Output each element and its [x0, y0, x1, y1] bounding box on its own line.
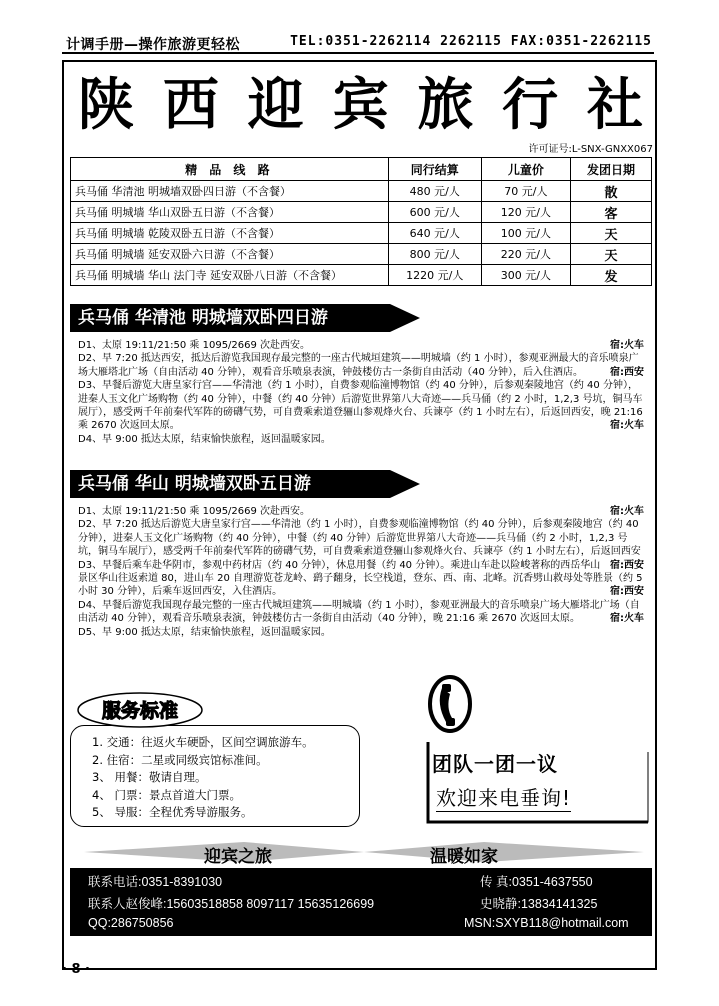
contact-qq: QQ:286750856	[88, 916, 174, 930]
slogan-left: 迎宾之旅	[204, 847, 272, 867]
table-row	[71, 223, 652, 244]
price-cell: 480 元/人	[388, 181, 481, 202]
child-price-cell: 120 元/人	[481, 202, 570, 223]
contact-block	[70, 868, 652, 936]
route-cell: 兵马俑 明城墙 乾陵双卧五日游（不含餐）	[71, 223, 389, 244]
tour2-title: 兵马俑 华山 明城墙双卧五日游	[70, 470, 360, 498]
promo-welcome: 欢迎来电垂询!	[436, 782, 571, 812]
service-item: 1. 交通：往返火车硬卧，区间空调旅游车。	[92, 735, 314, 749]
service-item: 5、 导服：全程优秀导游服务。	[92, 805, 253, 820]
child-price-cell: 300 元/人	[481, 265, 570, 286]
stay-label: 宿:西安	[610, 559, 644, 571]
itinerary-day	[78, 433, 644, 446]
stay-label: 宿:火车	[610, 340, 644, 351]
price-table-header	[71, 158, 652, 181]
day-text: D4、早餐后游览我国现存最完整的一座古代城垣建筑——明城墙（约 1 小时），参观亚洲最大的音乐喷泉广场大雁塔北广场（自由活动 40 分钟），观看音乐喷泉表演，钟鼓楼仿古一条街自由活动（40 分钟），晚 21:16 乘 2670 次返回太原。	[78, 599, 640, 625]
route-cell: 兵马俑 明城墙 华山双卧五日游（不含餐）	[71, 202, 389, 223]
permit-number: 许可证号:L-SNX-GNXX067	[528, 144, 653, 155]
service-list	[92, 734, 314, 822]
header-tagline: 计调手册—操作旅游更轻松	[66, 37, 240, 53]
service-item: 2. 住宿：二星或同级宾馆标准间。	[92, 752, 268, 767]
page-number: · 8 ·	[62, 962, 90, 977]
service-title: 服务标准	[101, 700, 179, 722]
stay-label: 宿:火车	[610, 420, 644, 432]
header-price: 同行结算	[388, 158, 481, 181]
tour1-banner	[70, 301, 420, 335]
day-text: D3、早餐后游览大唐皇家行宫——华清池（约 1 小时），自费参观临潼博物馆（约 40 分钟），后参观秦陵地宫（约 40 分钟），进秦人玉文化广场购物（约 40 分钟），中餐（约 40 分钟）后游览世界第八大奇迹——兵马俑（约 2 小时，1,2,3 号坑，铜马车展厅），感受两千年前秦代军阵的磅礴气势，可自费乘索道登骊山参观烽火台、兵谏亭（约 1 小时左右），后返回西安，晚 21:16 乘 2670 次返回太原。	[78, 380, 643, 432]
header-child: 儿童价	[481, 158, 570, 181]
itinerary-day	[78, 626, 644, 639]
itinerary-day	[78, 339, 644, 352]
itinerary-day	[78, 599, 644, 626]
day-text: D1、太原 19:11/21:50 乘 1095/2669 次赴西安。	[78, 506, 311, 517]
arrow-icon	[360, 301, 420, 335]
service-item: 3、 用餐：敬请自理。	[92, 770, 207, 785]
date-cell: 发	[570, 265, 651, 286]
contact-fax: 传 真:0351-4637550	[480, 875, 593, 889]
table-row	[71, 265, 652, 286]
date-cell: 天	[570, 223, 651, 244]
contact-msn: MSN:SXYB118@hotmail.com	[464, 916, 629, 930]
price-cell: 600 元/人	[388, 202, 481, 223]
title-char: 宾	[332, 72, 389, 138]
stay-label: 宿:西安	[610, 586, 644, 598]
service-item: 4、 门票：景点首道大门票。	[92, 787, 241, 802]
itinerary-day	[78, 505, 644, 518]
tour2-banner	[70, 467, 420, 501]
tour1-title: 兵马俑 华清池 明城墙双卧四日游	[70, 304, 360, 332]
slogan	[84, 838, 644, 866]
itinerary-day	[78, 559, 644, 599]
contact-person2: 史晓静:13834141325	[480, 897, 598, 911]
date-cell: 天	[570, 244, 651, 265]
price-table	[70, 157, 652, 286]
day-text: D2、早 7:20 抵达西安，抵达后游览我国现存最完整的一座古代城垣建筑——明城墙（约 1 小时），参观亚洲最大的音乐喷泉广场大雁塔北广场（自由活动 40 分钟），观看音乐喷泉表演，钟鼓楼仿古一条街自由活动（40 分钟），后入住酒店。	[78, 353, 639, 378]
day-text: D5、早 9:00 抵达太原，结束愉快旅程，返回温暖家园。	[78, 626, 331, 638]
table-row	[71, 181, 652, 202]
day-text: D4、早 9:00 抵达太原，结束愉快旅程，返回温暖家园。	[78, 433, 331, 445]
table-row	[71, 244, 652, 265]
itinerary-day	[78, 379, 644, 433]
stay-label: 宿:火车	[610, 506, 644, 517]
price-cell: 1220 元/人	[388, 265, 481, 286]
promo-team: 团队一团一议	[432, 752, 558, 776]
route-cell: 兵马俑 明城墙 延安双卧六日游（不含餐）	[71, 244, 389, 265]
header-route: 精 品 线 路	[71, 158, 389, 181]
price-cell: 640 元/人	[388, 223, 481, 244]
header-date: 发团日期	[570, 158, 651, 181]
stay-label: 宿:火车	[610, 613, 644, 625]
child-price-cell: 70 元/人	[481, 181, 570, 202]
title-char: 社	[586, 72, 643, 138]
slogan-right: 温暖如家	[430, 847, 498, 867]
itinerary-day	[78, 518, 644, 571]
title-char: 旅	[417, 72, 474, 138]
tour2-itinerary	[78, 505, 644, 639]
arrow-icon	[360, 467, 420, 501]
title-char: 西	[162, 72, 219, 138]
itinerary-day	[78, 352, 644, 379]
child-price-cell: 220 元/人	[481, 244, 570, 265]
date-cell: 散	[570, 181, 651, 202]
route-cell: 兵马俑 明城墙 华山 法门寺 延安双卧八日游（不含餐）	[71, 265, 389, 286]
day-text: D1、太原 19:11/21:50 乘 1095/2669 次赴西安。	[78, 340, 311, 351]
contact-phone: 联系电话:0351-8391030	[88, 875, 223, 889]
tour1-itinerary	[78, 339, 644, 446]
title-char: 迎	[247, 72, 304, 138]
stay-label: 宿:西安	[610, 366, 644, 378]
route-cell: 兵马俑 华清池 明城墙双卧四日游（不含餐）	[71, 181, 389, 202]
service-title-badge	[76, 690, 206, 730]
day-text: D2、早 7:20 抵达后游览大唐皇家行宫——华清池（约 1 小时），自费参观临潼博物馆（约 40 分钟），后参观秦陵地宫（约 40 分钟），进秦人玉文化广场购物（约 40 分钟），中餐（约 40 分钟）后游览世界第八大奇迹——兵马俑（约 2 小时，1,2,3 号坑，铜马车展厅），感受两千年前秦代军阵的磅礴气势，可自费乘索道登骊山参观烽火台、兵谏亭（约 1 小时左右），后返回西安	[78, 519, 641, 558]
telephone-icon	[430, 677, 470, 731]
price-cell: 800 元/人	[388, 244, 481, 265]
date-cell: 客	[570, 202, 651, 223]
title-char: 陕	[78, 72, 134, 138]
contact-person1: 联系人赵俊峰:15603518858 8097117 15635126699	[88, 897, 375, 911]
day-text: D3、早餐后乘车赴华阴市，参观中药材店（约 40 分钟），休息用餐（约 40 分钟）。乘进山车赴以险峻著称的西岳华山景区华山往返索道 80，进山车 20 自理游览苍龙岭、鹞子翻身，长空栈道，登东、西、南、北峰。沉香劈山救母处等胜景（约 5 小时 30 分钟），后乘车返回西安，入住酒店。	[78, 559, 643, 598]
child-price-cell: 100 元/人	[481, 223, 570, 244]
page-header	[62, 32, 654, 54]
company-title	[78, 70, 643, 140]
title-char: 行	[502, 72, 559, 138]
table-row	[71, 202, 652, 223]
header-contacts: TEL:0351-2262114 2262115 FAX:0351-2262115	[290, 34, 652, 49]
